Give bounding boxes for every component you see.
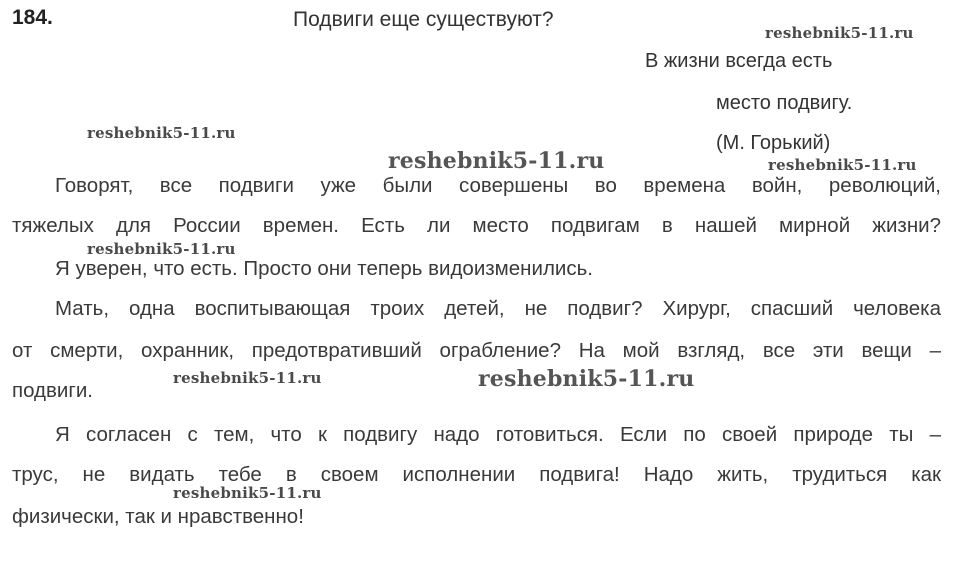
text-line: подвиги. [12,379,93,402]
watermark: reshebnik5-11.ru [478,366,695,392]
watermark: reshebnik5-11.ru [87,240,236,258]
essay-title: Подвиги еще существуют? [293,8,554,31]
watermark: reshebnik5-11.ru [768,156,917,174]
text-line: тяжелых для России времен. Есть ли место подвигам в нашей мирной жизни? [12,214,941,237]
watermark: reshebnik5-11.ru [173,484,322,502]
text-line: от смерти, охранник, предотвративший ограбление? На мой взгляд, все эти вещи – [12,339,941,362]
epigraph-line-1: В жизни всегда есть [645,50,833,72]
watermark: reshebnik5-11.ru [765,24,914,42]
exercise-number: 184. [12,6,53,29]
watermark: reshebnik5-11.ru [173,369,322,387]
text-line: трус, не видать тебе в своем исполнении подвига! Надо жить, трудиться как [12,463,941,486]
text-line: Мать, одна воспитывающая троих детей, не подвиг? Хирург, спасший человека [55,297,941,320]
watermark: reshebnik5-11.ru [87,124,236,142]
epigraph-line-2: место подвигу. [716,92,853,114]
watermark: reshebnik5-11.ru [388,148,605,174]
text-line: Я согласен с тем, что к подвигу надо готовиться. Если по своей природе ты – [55,423,941,446]
text-line: Я уверен, что есть. Просто они теперь видоизменились. [55,257,593,280]
text-line: физически, так и нравственно! [12,505,304,528]
epigraph-author: (М. Горький) [716,132,831,154]
text-line: Говорят, все подвиги уже были совершены во времена войн, революций, [55,174,941,197]
